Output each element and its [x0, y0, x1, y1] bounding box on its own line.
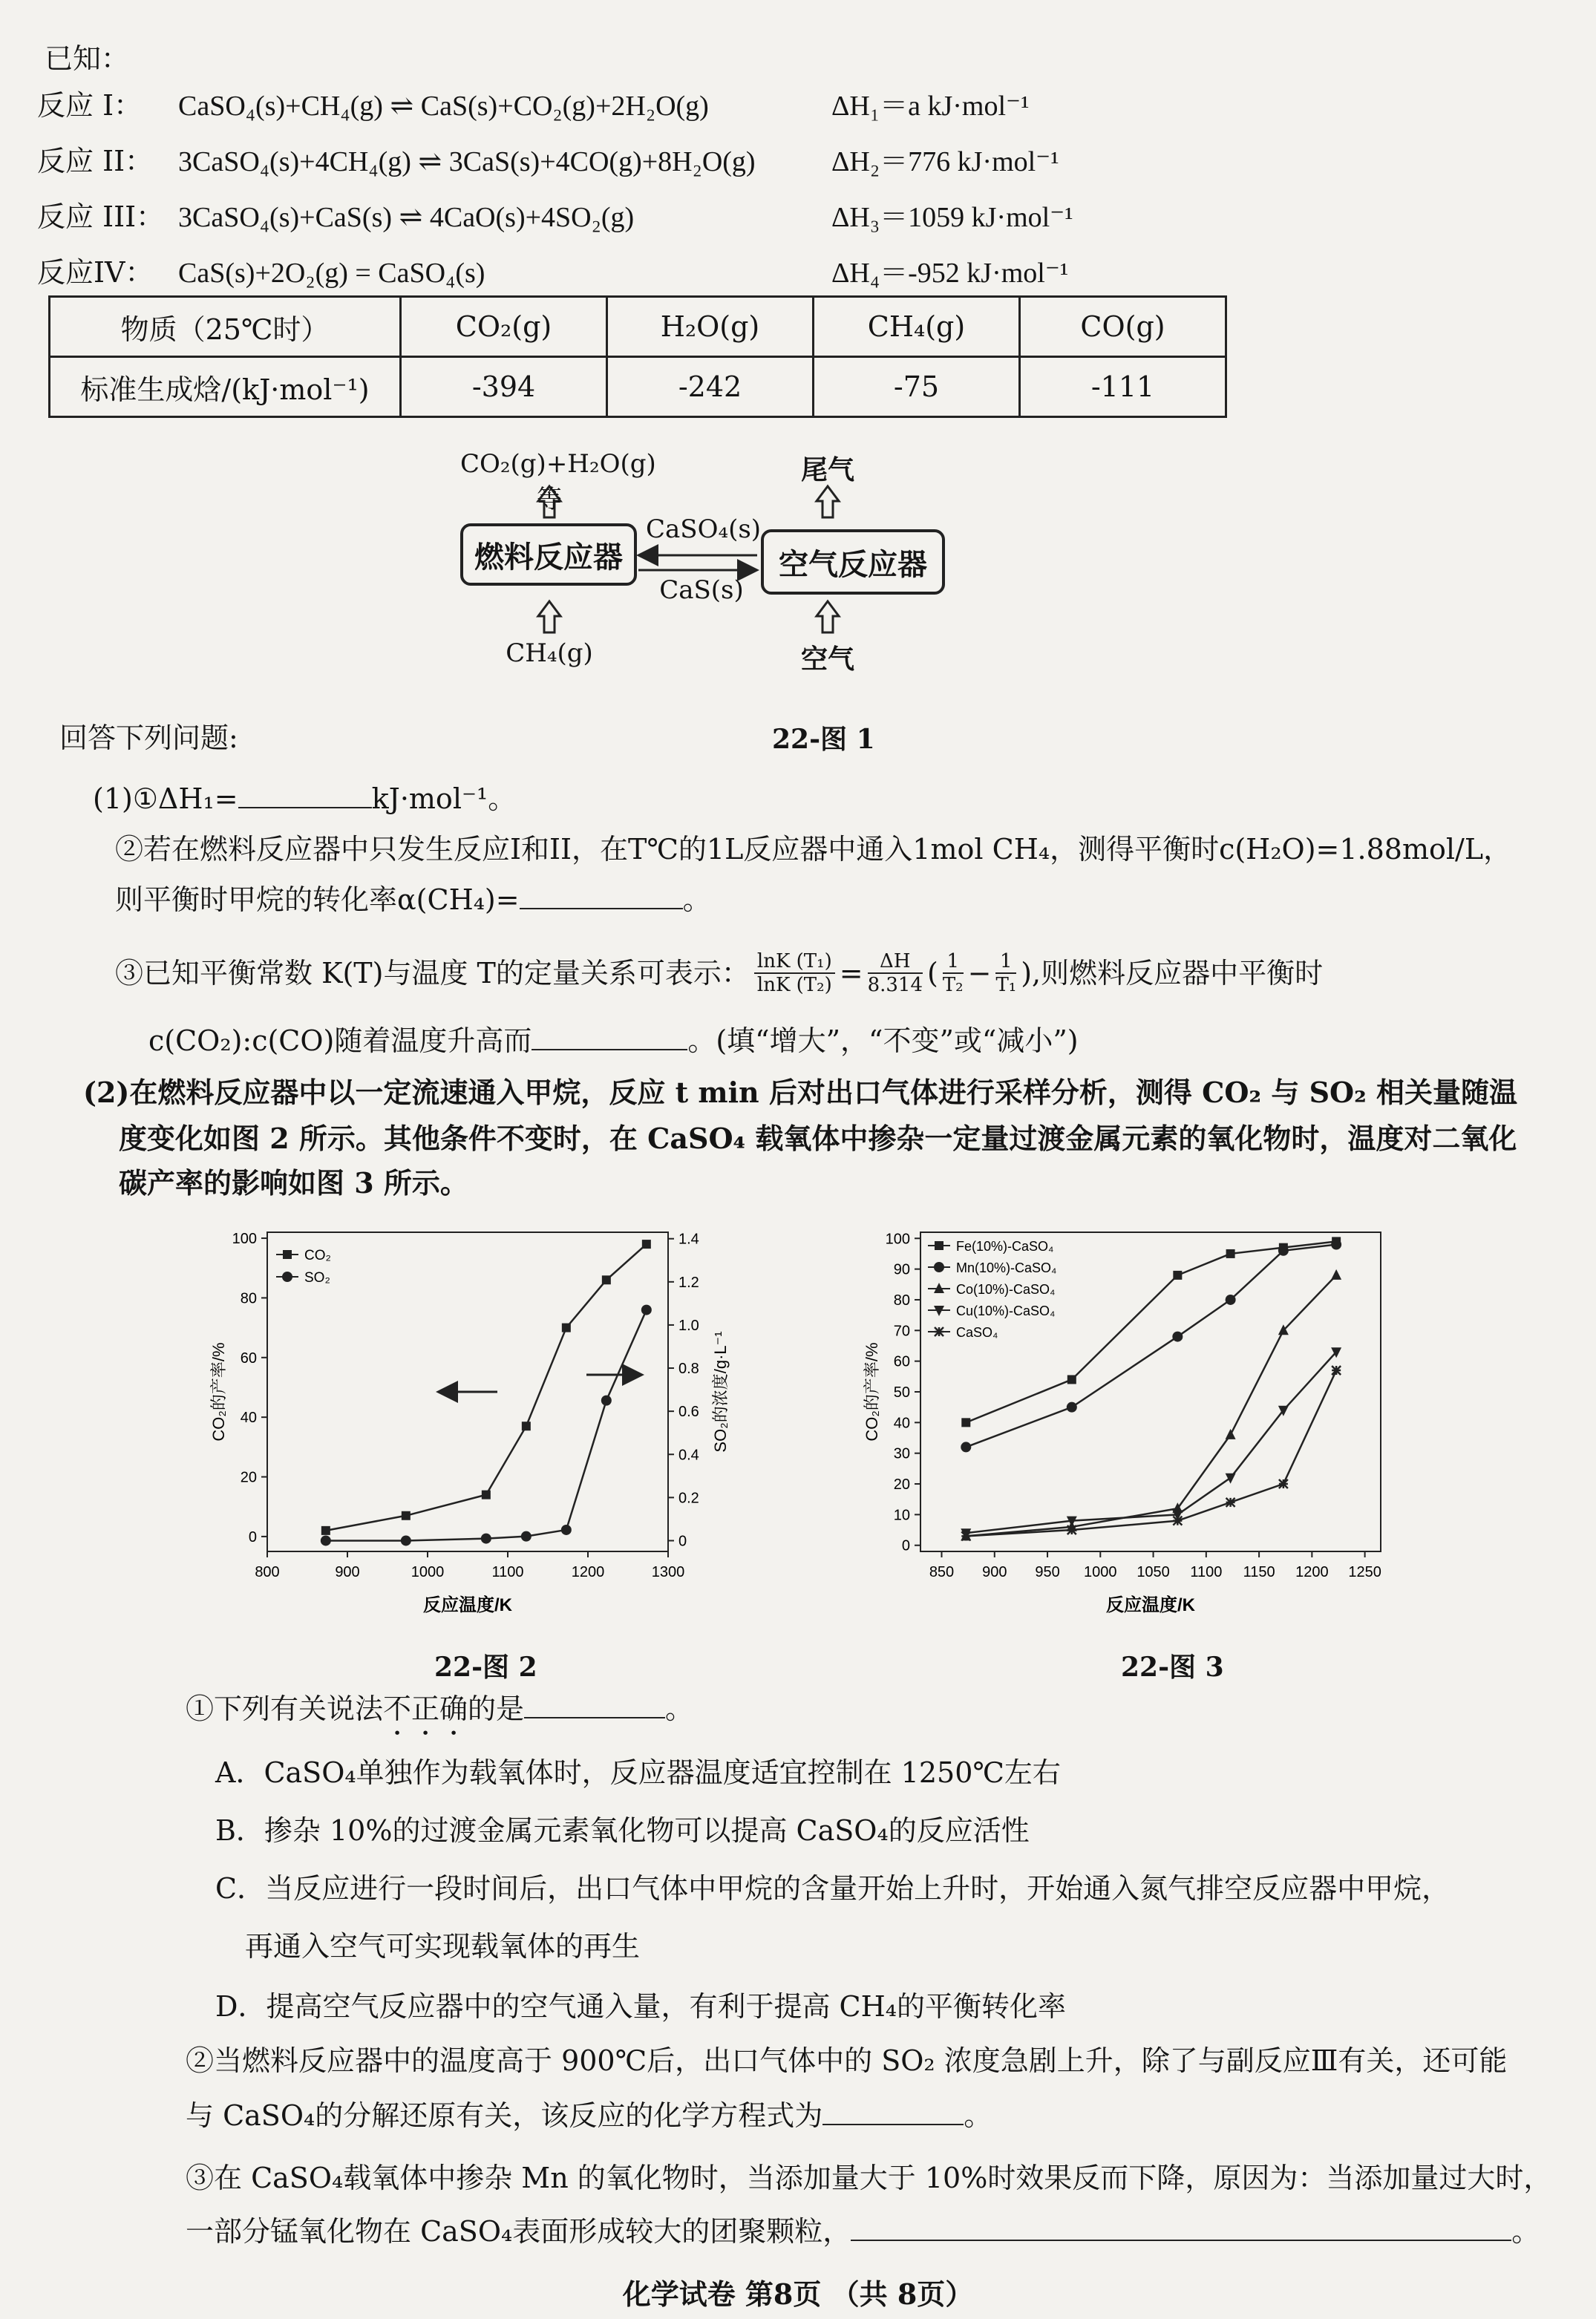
fraction-numerator: ΔH — [868, 950, 923, 974]
reaction-2 — [37, 143, 1059, 180]
data-point — [1332, 1366, 1341, 1375]
q2-sub3-line2 — [186, 2214, 1540, 2249]
legend-label: CO₂ — [304, 1248, 331, 1263]
data-point — [402, 1511, 411, 1520]
data-point — [1331, 1269, 1341, 1280]
page-footer: 化学试卷 第8页 （共 8页） — [622, 2277, 974, 2311]
y-tick-label: 0 — [901, 1537, 910, 1554]
legend-marker — [282, 1272, 292, 1282]
q2-sub2-line2 — [186, 2098, 992, 2133]
reaction-equation: CaSO₄(s)+CH₄(g) ⇌ CaS(s)+CO₂(g)+2H₂O(g) — [178, 91, 709, 122]
data-point — [961, 1418, 970, 1427]
y-tick-label: 40 — [893, 1415, 910, 1432]
q1-part3-tail: ),则燃料反应器中平衡时 — [1021, 957, 1324, 990]
answer-blank[interactable] — [520, 908, 683, 909]
y-tick-label: 50 — [893, 1384, 910, 1401]
y-tick-label: 40 — [240, 1410, 257, 1427]
fraction-numerator: 1 — [995, 950, 1016, 974]
y-tick-label: 100 — [232, 1231, 257, 1248]
answer-intro: 回答下列问题: — [59, 722, 238, 754]
table-header-row — [50, 297, 1226, 357]
reaction-enthalpy: ΔH₃＝1059 kJ·mol⁻¹ — [831, 202, 1073, 233]
data-point — [1226, 1498, 1235, 1507]
data-point — [1172, 1332, 1183, 1342]
y2-tick-label: 1.0 — [678, 1317, 699, 1334]
data-point — [642, 1240, 651, 1249]
to-fuel-label: CaSO₄(s) — [646, 514, 762, 544]
q2-sub2-end: 。 — [964, 2099, 992, 2132]
option-c-continued: 再通入空气可实现载氧体的再生 — [245, 1930, 641, 1963]
data-point — [641, 1305, 652, 1315]
data-point — [1226, 1249, 1235, 1258]
q2-sub3-line1: ③在 CaSO₄载氧体中掺杂 Mn 的氧化物时，当添加量大于 10%时效果反而下降，原因为：当添加量过大时， — [186, 2162, 1552, 2194]
data-point — [521, 1531, 532, 1542]
y2-tick-label: 0.2 — [678, 1490, 699, 1507]
x-tick-label: 800 — [255, 1564, 280, 1580]
table-cell: -75 — [814, 357, 1020, 417]
y-tick-label: 10 — [893, 1507, 910, 1524]
data-point — [321, 1535, 331, 1546]
dh-fraction — [868, 950, 923, 996]
data-point — [482, 1491, 491, 1499]
data-point — [1226, 1429, 1236, 1439]
table-row — [50, 357, 1226, 417]
open-paren: ( — [927, 957, 938, 990]
fuel-reactor-output: CO₂(g)+H₂O(g)等 — [460, 449, 656, 514]
y-tick-label: 60 — [893, 1353, 910, 1370]
reaction-3 — [37, 199, 1073, 235]
q1-part2b-text: 则平衡时甲烷的转化率α(CH₄)= — [115, 883, 520, 916]
option-c: C．当反应进行一段时间后，出口气体中甲烷的含量开始上升时，开始通入氮气排空反应器中甲烷， — [215, 1872, 1451, 1905]
y-axis-title: CO₂的产率/% — [863, 1342, 881, 1442]
q2-intro-line3: 碳产率的影响如图 3 所示。 — [119, 1166, 468, 1200]
inv-t2-fraction — [943, 950, 964, 996]
legend-label: CaSO₄ — [956, 1325, 998, 1340]
q2-sub1-emphasis: 不正确 — [383, 1692, 468, 1725]
y2-tick-label: 0.8 — [678, 1361, 699, 1378]
reaction-enthalpy: ΔH₄＝-952 kJ·mol⁻¹ — [831, 258, 1069, 289]
y-tick-label: 90 — [893, 1261, 910, 1278]
x-axis-title: 反应温度/K — [423, 1595, 512, 1615]
fraction-numerator: 1 — [943, 950, 964, 974]
data-point — [1226, 1474, 1236, 1484]
series-line — [966, 1352, 1336, 1533]
minus-sign: − — [967, 957, 992, 990]
y-axis-title: CO₂的产率/% — [209, 1342, 228, 1442]
legend-label: Cu(10%)-CaSO₄ — [956, 1304, 1056, 1318]
x-tick-label: 1200 — [571, 1564, 605, 1580]
answer-blank[interactable] — [238, 807, 372, 808]
reaction-label: 反应 I： — [37, 89, 143, 122]
q2-sub3-text: 一部分锰氧化物在 CaSO₄表面形成较大的团聚颗粒， — [186, 2215, 851, 2248]
y2-axis-title: SO₂的浓度/g·L⁻¹ — [711, 1331, 730, 1453]
legend-label: Co(10%)-CaSO₄ — [956, 1282, 1056, 1297]
data-point — [481, 1534, 491, 1544]
answer-blank[interactable] — [532, 1049, 687, 1050]
table-cell: H₂O(g) — [607, 297, 814, 357]
data-point — [561, 1525, 572, 1535]
fraction-denominator: T₂ — [942, 974, 964, 996]
q1-part1-text: (1)①ΔH₁= — [93, 782, 238, 815]
option-b: B．掺杂 10%的过渡金属元素氧化物可以提高 CaSO₄的反应活性 — [215, 1814, 1030, 1847]
data-point — [1278, 1246, 1289, 1256]
legend-label: SO₂ — [304, 1270, 330, 1286]
data-point — [1173, 1271, 1182, 1280]
x-tick-label: 850 — [929, 1564, 955, 1580]
q1-part3b — [148, 1023, 1079, 1059]
q2-sub2-text: 与 CaSO₄的分解还原有关，该反应的化学方程式为 — [186, 2099, 823, 2132]
data-point — [961, 1531, 970, 1540]
data-point — [601, 1396, 612, 1406]
q2-intro-line1: (2)在燃料反应器中以一定流速通入甲烷，反应 t min 后对出口气体进行采样分析，测得 CO₂ 与 SO₂ 相关量随温 — [83, 1076, 1518, 1109]
reaction-label: 反应 III： — [37, 200, 165, 233]
data-point — [1067, 1525, 1076, 1534]
data-point — [401, 1535, 411, 1546]
y-tick-label: 20 — [240, 1469, 257, 1486]
fraction-denominator: 8.314 — [867, 974, 923, 996]
figure-3-chart — [854, 1217, 1418, 1633]
legend-marker — [283, 1250, 292, 1259]
legend-marker — [934, 1262, 944, 1272]
reaction-4 — [37, 255, 1068, 291]
y2-tick-label: 1.2 — [678, 1274, 699, 1291]
y-tick-label: 100 — [885, 1231, 910, 1248]
q1-part1 — [93, 781, 516, 817]
legend-label: Mn(10%)-CaSO₄ — [956, 1260, 1057, 1275]
q1-part2b-end: 。 — [682, 883, 711, 916]
data-point — [602, 1275, 611, 1284]
q1-part3-text: ③已知平衡常数 K(T)与温度 T的定量关系可表示： — [115, 957, 750, 990]
q2-sub2-line1: ②当燃料反应器中的温度高于 900℃后，出口气体中的 SO₂ 浓度急剧上升，除了与副反应Ⅲ有关，还可能 — [186, 2044, 1508, 2077]
x-tick-label: 1000 — [411, 1564, 445, 1580]
q1-part1-unit: kJ·mol⁻¹。 — [371, 782, 517, 815]
y-tick-label: 20 — [893, 1476, 910, 1494]
x-tick-label: 1300 — [651, 1564, 685, 1580]
x-tick-label: 1150 — [1243, 1564, 1275, 1580]
fuel-reactor-input: CH₄(g) — [506, 638, 593, 668]
air-reactor-output: 尾气 — [800, 454, 854, 485]
data-point — [522, 1422, 531, 1430]
air-out-arrow — [817, 486, 839, 517]
data-point — [1279, 1479, 1288, 1488]
x-tick-label: 1100 — [1190, 1564, 1223, 1580]
data-point — [1331, 1240, 1341, 1250]
data-point — [961, 1442, 971, 1452]
series-line-so — [326, 1310, 647, 1541]
air-reactor-input: 空气 — [800, 644, 854, 675]
reaction-label: 反应IV： — [37, 256, 154, 289]
y-tick-label: 60 — [240, 1350, 257, 1367]
legend-label: Fe(10%)-CaSO₄ — [956, 1239, 1054, 1254]
y2-tick-label: 1.4 — [678, 1231, 699, 1248]
q2-sub1 — [186, 1691, 693, 1741]
table-cell: -111 — [1020, 357, 1226, 417]
figure-2-caption: 22-图 2 — [434, 1652, 537, 1683]
q2-sub1-text2: 的是 — [468, 1692, 525, 1725]
answer-blank[interactable] — [524, 1717, 665, 1718]
equals-sign: = — [839, 957, 863, 990]
x-tick-label: 1200 — [1295, 1564, 1329, 1580]
option-a: A．CaSO₄单独作为载氧体时，反应器温度适宜控制在 1250℃左右 — [215, 1756, 1061, 1789]
reaction-label: 反应 II： — [37, 145, 154, 177]
y2-tick-label: 0.6 — [678, 1404, 699, 1421]
option-d: D．提高空气反应器中的空气通入量，有利于提高 CH₄的平衡转化率 — [215, 1990, 1066, 2023]
q1-part3 — [115, 950, 1323, 996]
y2-tick-label: 0 — [678, 1533, 687, 1550]
figure-1-diagram — [431, 434, 1128, 716]
table-cell: 物质（25℃时） — [50, 297, 401, 357]
y-tick-label: 30 — [893, 1445, 910, 1462]
q1-part3b-text: c(CO₂):c(CO)随着温度升高而 — [148, 1024, 532, 1057]
x-tick-label: 1000 — [1084, 1564, 1117, 1580]
reaction-equation: 3CaSO₄(s)+4CH₄(g) ⇌ 3CaS(s)+4CO(g)+8H₂O(g) — [178, 146, 756, 177]
y-tick-label: 70 — [893, 1323, 910, 1340]
reaction-enthalpy: ΔH₁＝a kJ·mol⁻¹ — [831, 91, 1030, 122]
fraction-numerator: lnK (T₁) — [754, 950, 835, 974]
x-tick-label: 1100 — [491, 1564, 524, 1580]
fraction-denominator: lnK (T₂) — [756, 974, 832, 996]
table-cell: 标准生成焓/(kJ·mol⁻¹) — [50, 357, 401, 417]
inv-t1-fraction — [995, 950, 1016, 996]
x-tick-label: 1250 — [1348, 1564, 1381, 1580]
x-axis-title: 反应温度/K — [1106, 1595, 1195, 1615]
figure-2-chart — [200, 1217, 824, 1633]
y-tick-label: 80 — [240, 1290, 257, 1307]
table-cell: CO₂(g) — [401, 297, 607, 357]
table-cell: CO(g) — [1020, 297, 1226, 357]
q1-part2b — [115, 882, 711, 918]
lnk-ratio-fraction — [754, 950, 835, 996]
data-point — [1173, 1517, 1182, 1525]
series-line — [966, 1370, 1336, 1536]
fraction-denominator: T₁ — [995, 974, 1017, 996]
q2-sub3-end: 。 — [1511, 2215, 1540, 2248]
data-point — [1067, 1375, 1076, 1384]
data-point — [321, 1526, 330, 1535]
answer-blank[interactable] — [822, 2124, 964, 2125]
table-cell: CH₄(g) — [814, 297, 1020, 357]
legend-marker — [935, 1241, 943, 1250]
reaction-equation: 3CaSO₄(s)+CaS(s) ⇌ 4CaO(s)+4SO₂(g) — [178, 202, 635, 233]
figure-1-caption: 22-图 1 — [772, 724, 875, 755]
table-cell: -242 — [607, 357, 814, 417]
answer-blank[interactable] — [851, 2240, 1511, 2241]
x-tick-label: 900 — [335, 1564, 360, 1580]
fuel-reactor-box: 燃料反应器 — [460, 523, 637, 586]
reaction-enthalpy: ΔH₂＝776 kJ·mol⁻¹ — [831, 146, 1059, 177]
x-tick-label: 900 — [982, 1564, 1007, 1580]
y-tick-label: 0 — [248, 1528, 257, 1546]
x-tick-label: 1050 — [1137, 1564, 1170, 1580]
table-cell: -394 — [401, 357, 607, 417]
fuel-in-arrow — [538, 601, 560, 632]
q2-sub1-end: 。 — [665, 1692, 694, 1725]
series-line-co — [326, 1244, 647, 1531]
reaction-equation: CaS(s)+2O₂(g) = CaSO₄(s) — [178, 258, 485, 289]
figure-3-caption: 22-图 3 — [1121, 1652, 1224, 1683]
enthalpy-table — [48, 295, 1227, 418]
given-label: 已知： — [45, 42, 130, 75]
legend-marker — [935, 1327, 943, 1336]
data-point — [1067, 1402, 1077, 1413]
reaction-1 — [37, 88, 1030, 124]
air-in-arrow — [817, 601, 839, 632]
q2-sub1-text: ①下列有关说法 — [186, 1692, 384, 1725]
q2-intro-line2: 度变化如图 2 所示。其他条件不变时，在 CaSO₄ 载氧体中掺杂一定量过渡金属元素的氧化物时，温度对二氧化 — [119, 1122, 1517, 1155]
y-tick-label: 80 — [893, 1292, 910, 1309]
q1-part2: ②若在燃料反应器中只发生反应I和II，在T℃的1L反应器中通入1mol CH₄，测得平衡时c(H₂O)=1.88mol/L， — [115, 833, 1512, 866]
x-tick-label: 950 — [1035, 1564, 1060, 1580]
plot-frame — [920, 1232, 1381, 1551]
q1-part3b-end: 。(填“增大”，“不变”或“减小”) — [687, 1024, 1079, 1057]
data-point — [1226, 1295, 1236, 1305]
air-reactor-box: 空气反应器 — [761, 529, 945, 595]
data-point — [562, 1324, 571, 1332]
to-air-label: CaS(s) — [659, 575, 744, 605]
y2-tick-label: 0.4 — [678, 1447, 699, 1464]
